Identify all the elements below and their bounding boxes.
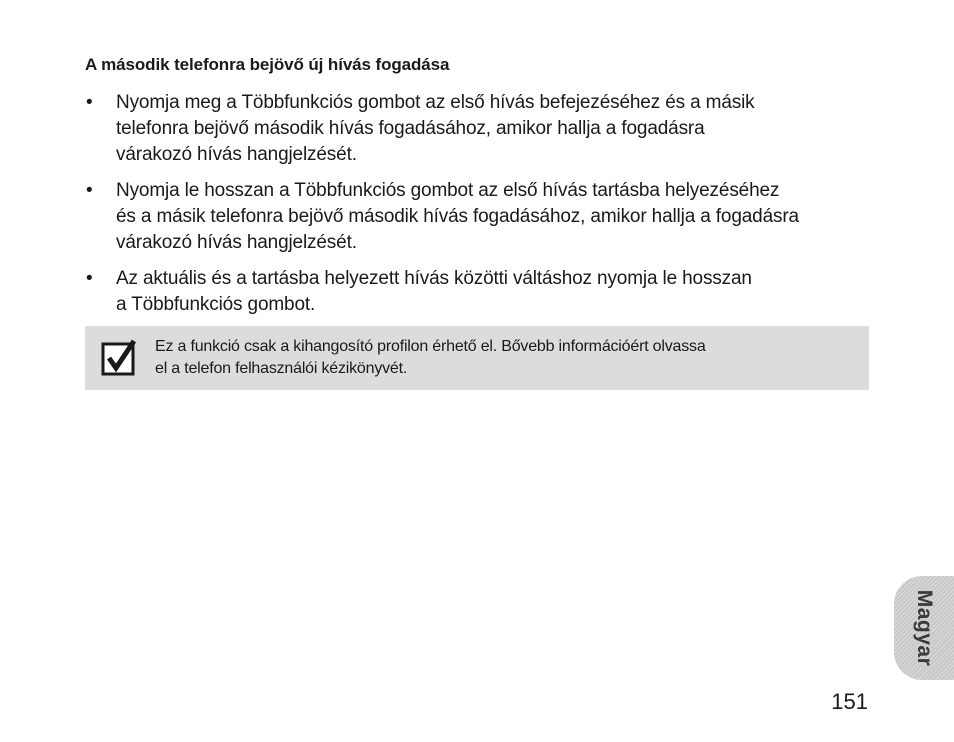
page-number: 151 — [831, 689, 868, 714]
bullet-item — [85, 90, 875, 168]
bullet-marker: • — [86, 180, 93, 201]
bullet-list — [85, 90, 875, 328]
bullet-line: telefonra bejövő második hívás fogadásához, amikor hallja a fogadásra — [116, 118, 705, 139]
note-text — [155, 336, 845, 380]
section-heading: A második telefonra bejövő új hívás fogadása — [85, 55, 450, 74]
note-box — [85, 326, 869, 390]
bullet-marker: • — [86, 268, 93, 289]
bullet-line: a Többfunkciós gombot. — [116, 294, 316, 315]
language-tab — [894, 576, 954, 680]
bullet-item — [85, 178, 875, 256]
language-tab-label: Magyar — [913, 589, 936, 667]
bullet-line: és a másik telefonra bejövő második hívás fogadásához, amikor hallja a fogadásra — [116, 206, 799, 227]
checkbox-check-icon — [101, 338, 137, 376]
bullet-line: Nyomja meg a Többfunkciós gombot az első hívás befejezéséhez és a másik — [116, 92, 755, 113]
bullet-line: várakozó hívás hangjelzését. — [116, 144, 357, 165]
note-line: Ez a funkció csak a kihangosító profilon érhető el. Bővebb információért olvassa — [155, 338, 706, 355]
note-line: el a telefon felhasználói kézikönyvét. — [155, 360, 408, 377]
bullet-line: Nyomja le hosszan a Többfunkciós gombot az első hívás tartásba helyezéséhez — [116, 180, 780, 201]
bullet-line: Az aktuális és a tartásba helyezett hívás közötti váltáshoz nyomja le hosszan — [116, 268, 752, 289]
bullet-marker: • — [86, 92, 93, 113]
bullet-item — [85, 266, 875, 318]
bullet-line: várakozó hívás hangjelzését. — [116, 232, 357, 253]
